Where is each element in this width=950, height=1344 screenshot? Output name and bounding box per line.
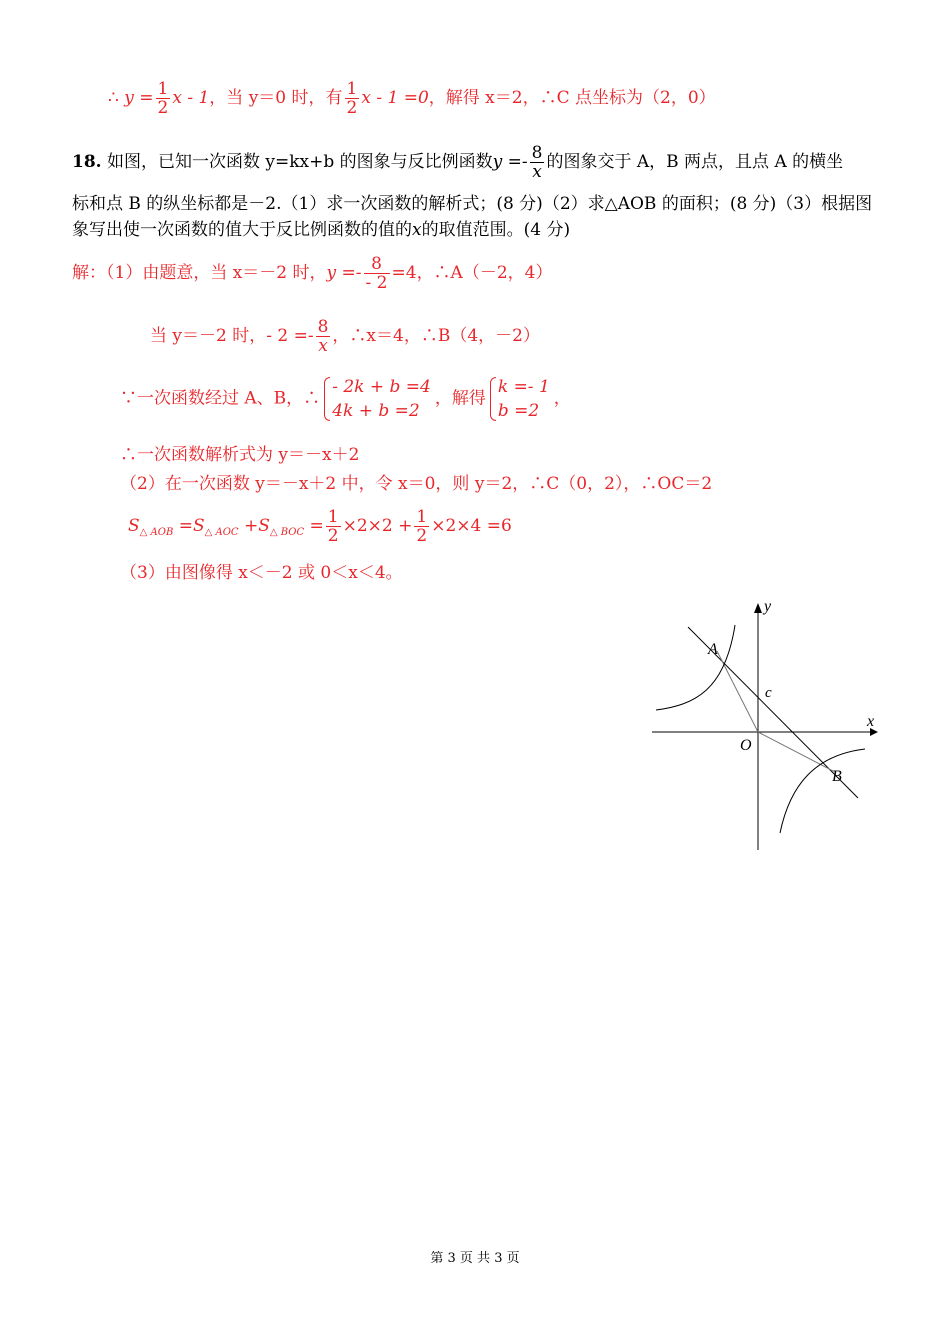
- label-A: A: [708, 641, 718, 658]
- solution-eq-1-tail: =4: [391, 263, 417, 283]
- equation-system-1: - 2k + b =4 4k + b =2: [324, 375, 431, 423]
- question-line-1: [72, 144, 843, 181]
- hyperbola-branch-upper-left: [656, 625, 735, 710]
- coordinate-figure: [640, 595, 890, 860]
- question-text-3b: 的取值范围。(4 分): [421, 220, 571, 240]
- label-C: c: [765, 685, 772, 701]
- question-text-1a: 如图，已知一次函数 y=kx+b 的图象与反比例函数: [106, 152, 493, 172]
- fraction-half: $\frac{1}{2}$: [157, 79, 169, 118]
- question-text-3a: 象写出使一次函数的值大于反比例函数的值的: [72, 220, 412, 240]
- solution-step-7: [120, 562, 403, 584]
- fraction-8-over-x: $\frac{8}{x}$: [531, 143, 543, 182]
- question-text-1b: 的图象交于 A，B 两点，且点 A 的横坐: [546, 152, 844, 172]
- fraction-8-over-neg2: $\frac{8}{- 2}$: [365, 254, 388, 293]
- solution-text-3a: ∵一次函数经过 A、B，∴: [120, 388, 321, 409]
- segment-OB: [758, 732, 835, 772]
- solution-step-5: [120, 473, 712, 495]
- eq-y: y =: [124, 88, 154, 108]
- fraction-half-2: $\frac{1}{2}$: [346, 79, 358, 118]
- solution-text-2b: ，∴x＝4，∴B（4，－2）: [332, 326, 540, 346]
- solution-text-2a: 当 y＝－2 时，: [150, 326, 267, 346]
- label-B: B: [832, 768, 842, 785]
- solution-text-1b: ，∴A（－2，4）: [416, 263, 553, 283]
- solution-text-3-mid: ，解得: [434, 388, 486, 409]
- therefore-symbol: ∴: [108, 88, 119, 108]
- solution-eq-1: y =-: [326, 263, 362, 283]
- solution-text-4: ∴一次函数解析式为 y＝－x＋2: [120, 445, 360, 465]
- equation-system-2: k =- 1 b =2: [490, 375, 550, 423]
- label-y: y: [764, 598, 772, 615]
- question-text-2: 标和点 B 的纵坐标都是－2.（1）求一次函数的解析式；(8 分)（2）求△AOB 的面积；(8 分)（3）根据图: [72, 194, 873, 214]
- page-footer: 第 3 页 共 3 页: [430, 1251, 520, 1266]
- fraction-half-4: $\frac{1}{2}$: [416, 507, 428, 546]
- eq-tail: x - 1: [172, 88, 210, 108]
- question-line-2: [72, 193, 872, 215]
- solution-step-3: [120, 375, 571, 423]
- func-y: y =-: [492, 152, 528, 172]
- answer-result: ，解得 x＝2，∴C 点坐标为（2，0）: [428, 88, 716, 108]
- solution-eq-2: - 2 =-: [266, 326, 314, 346]
- answer-line-top: [108, 80, 716, 117]
- eq2-tail: x - 1 =0: [361, 88, 429, 108]
- solution-step-6: $S_{\triangle AOB} =S_{\triangle AOC} +S_{\triangle BOC}$ = $\frac{1}{2}$ ×2×2 + $\frac{1}{2}$ ×2×4 =6: [128, 507, 512, 546]
- question-line-3: [72, 219, 570, 241]
- solution-step-1: [72, 255, 552, 292]
- answer-mid: ，当 y＝0 时，有: [209, 88, 343, 108]
- label-O: O: [740, 737, 752, 754]
- solution-text-7: （3）由图像得 x＜－2 或 0＜x＜4。: [120, 563, 403, 583]
- question-var-x: x: [412, 220, 422, 240]
- fraction-half-3: $\frac{1}{2}$: [327, 507, 339, 546]
- solution-text-3-end: ，: [553, 388, 571, 409]
- solution-step-2: [150, 318, 540, 355]
- solution-step-4: [120, 444, 359, 466]
- label-x: x: [867, 713, 875, 730]
- question-number: 18.: [72, 152, 102, 172]
- y-axis-arrow: [754, 603, 762, 613]
- solution-text-5: （2）在一次函数 y＝－x＋2 中，令 x＝0，则 y＝2，∴C（0，2），∴OC＝2: [120, 474, 713, 494]
- solution-text-1a: 解：（1）由题意，当 x＝－2 时，: [72, 263, 327, 283]
- fraction-8-over-x-2: $\frac{8}{x}$: [317, 317, 329, 356]
